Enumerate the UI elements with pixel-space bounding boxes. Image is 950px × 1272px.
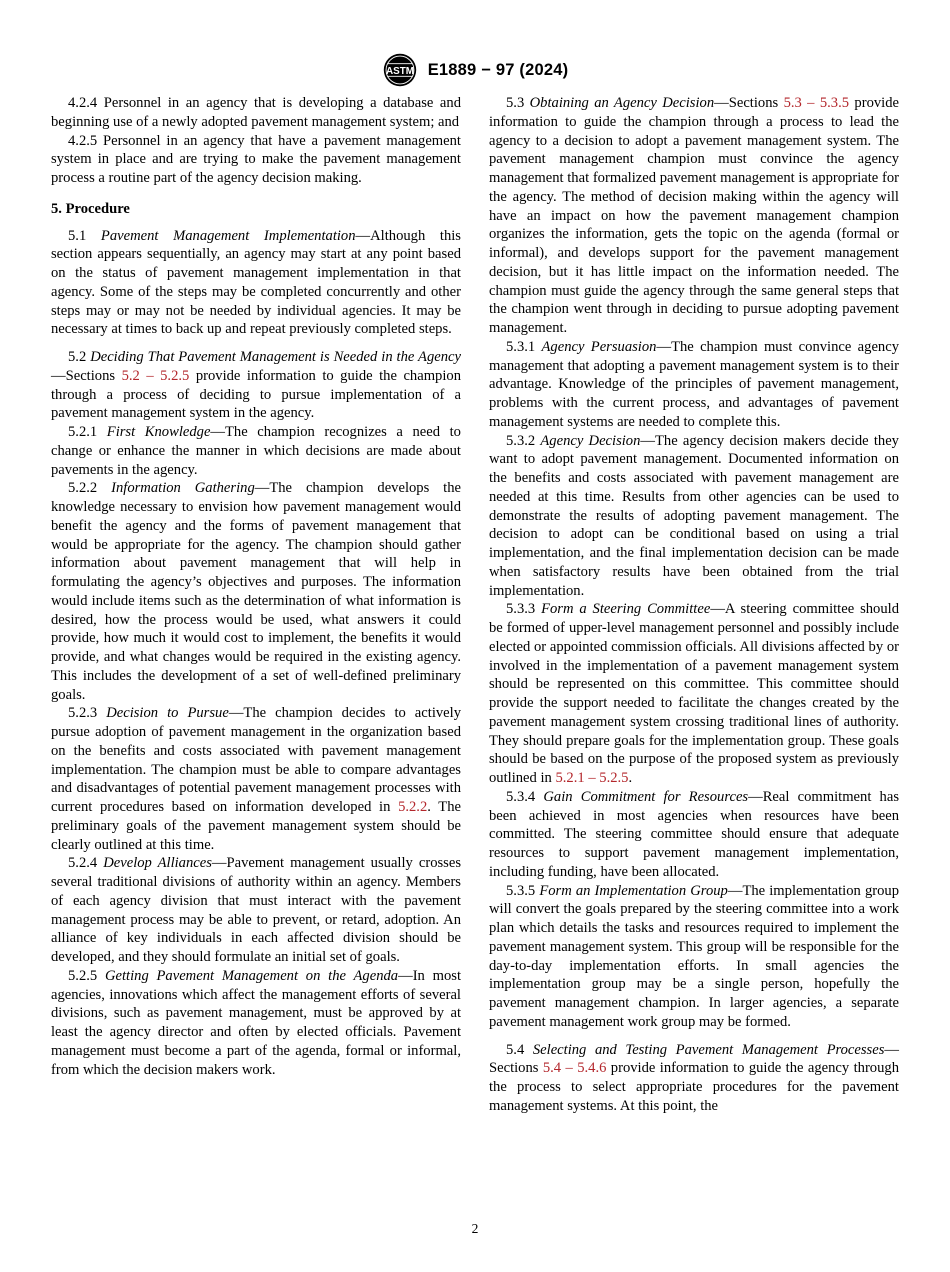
- paragraph-5-2: 5.2 Deciding That Pavement Management is Needed in the Agency—Sections 5.2 – 5.2.5 provide information to guide the champion through a process of deciding to pursue implementation of a pavement management system in the agency.: [51, 349, 461, 422]
- cross-reference-link[interactable]: 5.2.2: [398, 799, 428, 815]
- paragraph-5-3-5: 5.3.5 Form an Implementation Group—The implementation group will convert the goals prepared by the steering committee into a work plan which details the tasks and resources required to implement the pavement management system. This group will be responsible for the day-to-day implementation efforts. In small agencies the implementation group may be a single person, hopefully the pavement management champion. In larger agencies, a separate pavement management work group may be formed.: [489, 882, 899, 1030]
- paragraph-title: Obtaining an Agency Decision: [529, 95, 715, 111]
- paragraph-title: Develop Alliances: [103, 855, 212, 872]
- paragraph-5-3-3: 5.3.3 Form a Steering Committee—A steering committee should be formed of upper-level management personnel and possibly include elected or appointed commission officials. All divisions affected by or involved in the implementation of a pavement management system should be represented on this committee. This committee should provide the support needed to facilitate the changes created by the pavement management system crossing traditional lines of authority. They should prepare goals for the implementation group. These goals should be based on the purpose of the proposed system as previously outlined in 5.2.1 – 5.2.5.: [489, 601, 899, 786]
- paragraph-5-2-2: 5.2.2 Information Gathering—The champion develops the knowledge necessary to envision how pavement management would benefit the agency and the forms of pavement management that would be appropriate for the agency. The champion should gather information about pavement management that will help in formulating the agency’s objectives and purposes. The information would include items such as the determination of what information is desired, how the process would be used, what answers it could provide, how much it would cost to implement, the benefits it would provide, and what changes would be required in the existing agency. This includes the development of a set of well-defined preliminary goals.: [51, 480, 462, 703]
- cross-reference-link[interactable]: 5.2.1 – 5.2.5: [555, 770, 629, 786]
- paragraph-5-2-5: 5.2.5 Getting Pavement Management on the Agenda—In most agencies, innovations which affect the management efforts of several divisions, such as pavement management, must be approved by at least the agency director and often by elected officials. Pavement management must become a part of the agenda, formal or informal, from which the decision makers work.: [51, 967, 462, 1078]
- paragraph-5-2-4: 5.2.4 Develop Alliances—Pavement management usually crosses several traditional divisions of authority within an agency. Members of each agency division that must interact with the pavement management process may be able to prevent, or retard, adoption. An alliance of key individuals in each affected division should be developed, and they should formulate an initial set of goals.: [51, 855, 462, 965]
- cross-reference-link[interactable]: 5.3 – 5.3.5: [783, 95, 850, 111]
- paragraph-5-4: 5.4 Selecting and Testing Pavement Management Processes—Sections 5.4 – 5.4.6 provide information to guide the agency through the process to select appropriate procedures for the pavement management systems. At this point, the: [489, 1041, 899, 1114]
- paragraph-5-1: 5.1 Pavement Management Implementation—Although this section appears sequentially, an agency may start at any point based on the status of pavement management implementation in that agency. Some of the steps may be completed concurrently and other steps may or may not be needed by individual agencies. It may be necessary at times to back up and repeat previously completed steps.: [51, 227, 461, 338]
- paragraph-title: Pavement Management Implementation: [100, 227, 356, 244]
- paragraph-5-3-4: 5.3.4 Gain Commitment for Resources—Real commitment has been achieved in most agencies when resources have been committed. The steering committee should ensure that adequate resources to support pavement management implementation, including funding, have been allocated.: [489, 788, 900, 880]
- cross-reference-link[interactable]: 5.2 – 5.2.5: [121, 367, 190, 384]
- astm-logo-icon: [382, 52, 418, 88]
- paragraph-title: Form a Steering Committee: [541, 601, 711, 618]
- right-column: [489, 94, 899, 1116]
- paragraph-5-3-1: 5.3.1 Agency Persuasion—The champion must convince agency management that adopting a pavement management system is to their advantage. Knowledge of the principles of pavement management, problems with the current process, and advantages of pavement management systems are needed to complete this.: [489, 338, 899, 430]
- paragraph-title: First Knowledge: [106, 424, 211, 440]
- paragraph-5-3-2: 5.3.2 Agency Decision—The agency decision makers decide they want to adopt pavement management. Documented information on the benefits and costs associated with pavement management are needed at this time. Results from other agencies can be used to demonstrate the results of adopting pavement management. The decision to adopt can be conditional based on using a trial implementation, and the final implementation decision can be made when satisfactory results have been obtained from the trial implementation.: [489, 432, 899, 599]
- paragraph-4-2-5: 4.2.5 Personnel in an agency that have a pavement management system in place and are trying to make the pavement management process a routine part of the agency decision making.: [51, 132, 461, 186]
- paragraph-title: Gain Commitment for Resources: [543, 788, 749, 805]
- paragraph-title: Agency Persuasion: [541, 338, 657, 355]
- logo-text: ASTM: [385, 66, 414, 78]
- section-heading-procedure: 5. Procedure: [51, 200, 130, 217]
- paragraph-title: Form an Implementation Group: [539, 882, 728, 899]
- paragraph-title: Selecting and Testing Pavement Management Processes: [532, 1041, 885, 1058]
- cross-reference-link[interactable]: 5.4 – 5.4.6: [542, 1060, 607, 1077]
- paragraph-5-2-3: 5.2.3 Decision to Pursue—The champion decides to actively pursue adoption of pavement management in the organization based on the benefits and costs associated with pavement management implementation. The champion must be able to compare advantages and disadvantages of potential pavement management processes with current procedures based on information developed in 5.2.2. The preliminary goals of the pavement management system should be clearly outlined at this time.: [51, 705, 461, 853]
- paragraph-title: Deciding That Pavement Management is Needed in the Agency: [90, 349, 461, 365]
- paragraph-title: Getting Pavement Management on the Agenda: [104, 967, 399, 984]
- page-number: 2: [471, 1221, 479, 1236]
- paragraph-title: Agency Decision: [540, 432, 641, 449]
- paragraph-5-3: 5.3 Obtaining an Agency Decision—Sections 5.3 – 5.3.5 provide information to guide the champion through a process to lead the agency to a decision to adopt a pavement management system. The pavement management champion must convince the agency management that formalized pavement management is appropriate for the agency. The method of decision making within the agency will have an impact on how the pavement management champion organizes the information, gets the topic on the agenda (formal or informal), and develops support for the pavement management decision, but it has little impact on the information needed. The champion must guide the agency through the same general steps that the champion went through in deciding to pursue adopting pavement management.: [489, 95, 900, 336]
- paragraph-title: Information Gathering: [111, 480, 255, 497]
- paragraph-title: Decision to Pursue: [106, 705, 229, 722]
- page-header: [0, 50, 950, 90]
- paragraph-5-2-1: 5.2.1 First Knowledge—The champion recognizes a need to change or enhance the manner in which decisions are made about pavements in the agency.: [51, 424, 461, 478]
- paragraph-4-2-4: 4.2.4 Personnel in an agency that is developing a database and beginning use of a newly adopted pavement management system; and: [51, 95, 461, 130]
- standard-designation: E1889 − 97 (2024): [427, 60, 569, 79]
- left-column: [51, 94, 461, 1079]
